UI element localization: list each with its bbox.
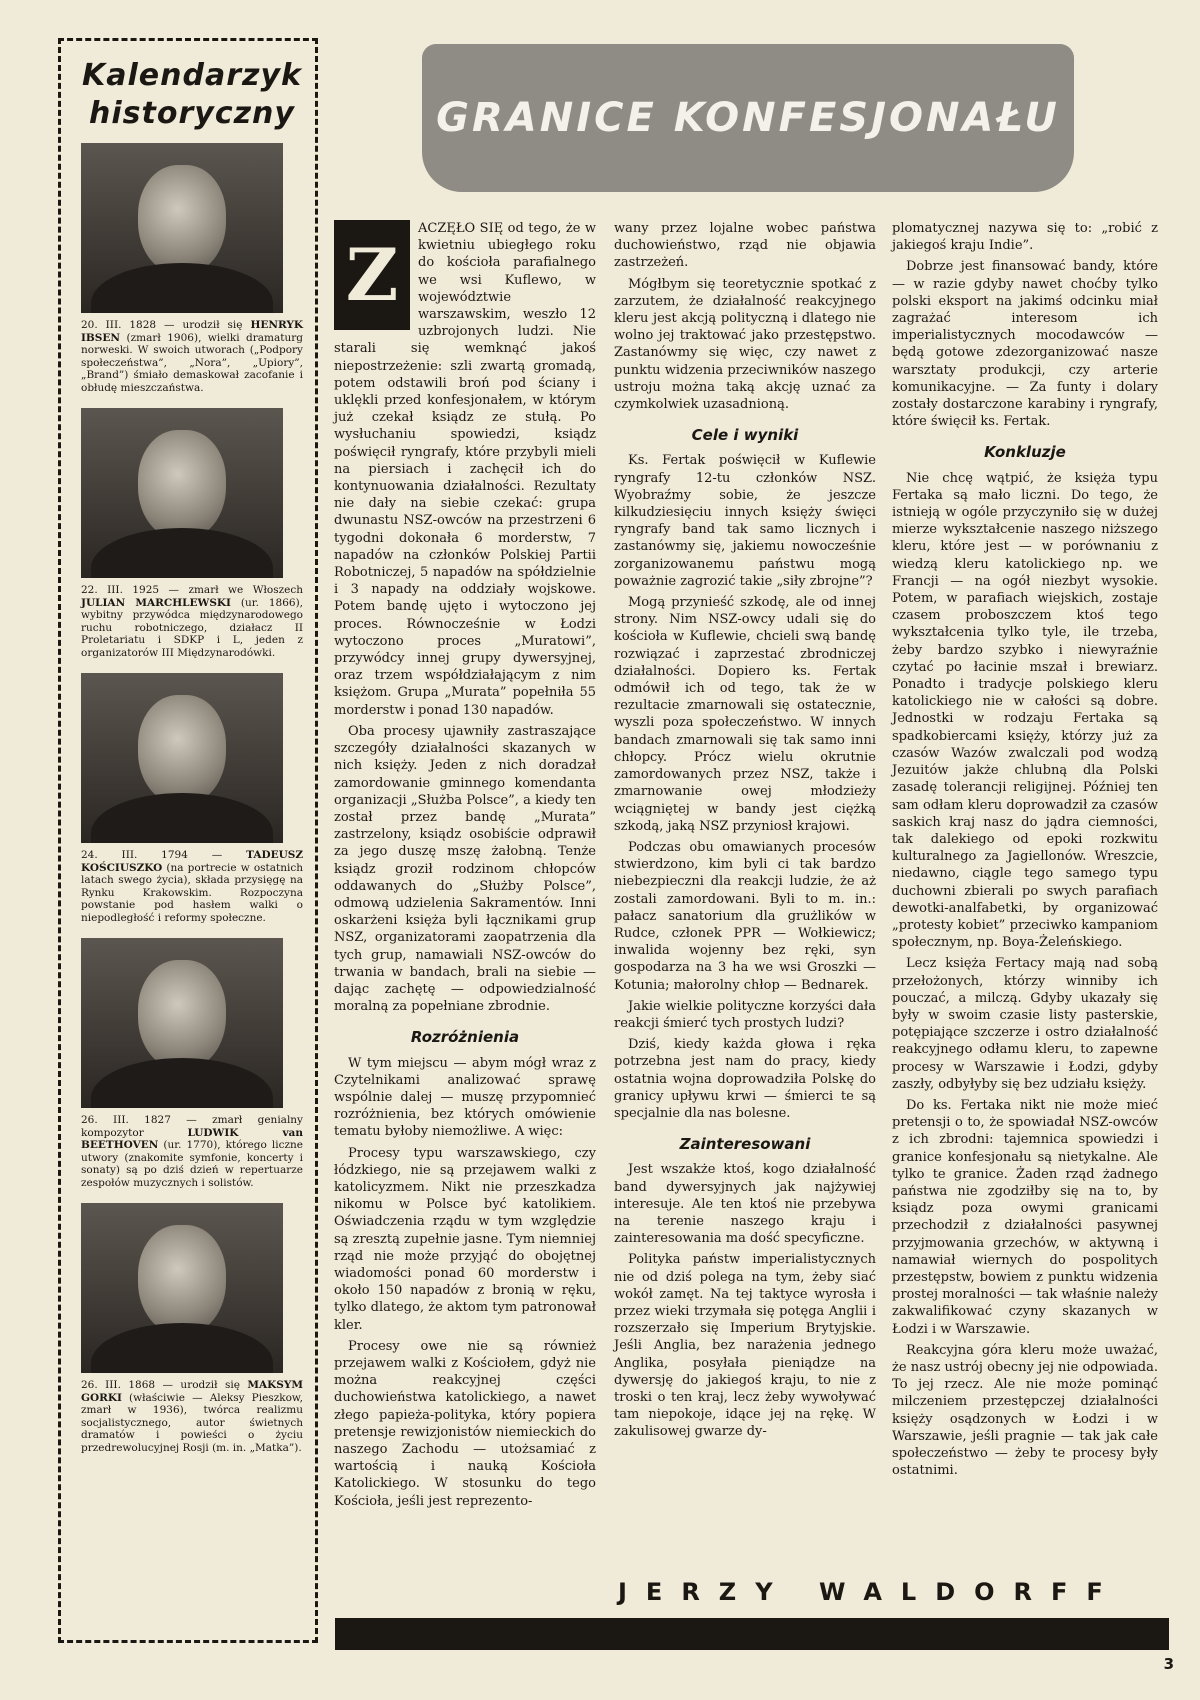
paragraph: wany przez lojalne wobec państwa duchowieństwo, rząd nie objawia zastrzeżeń.	[614, 221, 876, 271]
paragraph: W tym miejscu — abym mógł wraz z Czytelnikami analizować sprawę wspólnie dalej — muszę przypomnieć rozróżnienia, bez których omówienie tematu byłoby niemożliwe. A więc:	[334, 1055, 596, 1140]
calendar-entry: 22. III. 1925 — zmarł we Włoszech JULIAN MARCHLEWSKI (ur. 1866), wybitny przywódca międzynarodowego ruchu robotniczego, działacz II Proletariatu i SDKP i L, jeden z organizatorów III Międzynarodówki.	[81, 584, 303, 659]
subheading: Rozróżnienia	[410, 1028, 520, 1047]
sidebar-title: Kalendarzyk historyczny	[82, 58, 302, 131]
portrait-marchlewski	[81, 408, 283, 578]
article-column-2	[614, 220, 876, 1445]
subheading: Konkluzje	[984, 443, 1066, 462]
paragraph: Mogą przynieść szkodę, ale od innej strony. Nim NSZ-owcy udali się do kościoła w Kuflewie, chcieli swą bandę rozwiązać i zaprzestać zbrodniczej działalności. Dopiero ks. Fertak odmówił ich od tego, tak że w rezultacie zmarnowali się ostatecznie, wyszli poza społeczeństwo. W innych bandach zmarnowali się tak samo inni chłopcy. Prócz wielu okrutnie zamordowanych przez NSZ, także i zmarnowanie owej młodzieży wciągniętej w bandy jest ciężką szkodą, jaką NSZ przyniosł krajowi.	[614, 595, 876, 834]
paragraph: Podczas obu omawianych procesów stwierdzono, kim byli ci tak bardzo niebezpieczni dla reakcji ludzie, że aż zostali zamordowani. Byli to m. in.: pałacz sanatorium dla grużlików w Rudce, członek PPR — Wołkiewicz; inwalida wojenny bez ręki, syn gospodarza na 3 ha we wsi Groszki — Kotunia; małorolny chłop — Bednarek.	[614, 839, 876, 993]
subheading: Zainteresowani	[679, 1135, 811, 1154]
calendar-entry: 26. III. 1868 — urodził się MAKSYM GORKI (właściwie — Aleksy Pieszkow, zmarł w 1936), twórca realizmu socjalistycznego, autor świetnych dramatów i powieści o życiu przedrewolucyjnej Rosji (m. in. „Matka”).	[81, 1379, 303, 1454]
paragraph: Procesy owe nie są również przejawem walki z Kościołem, gdyż nie można reakcyjnej części duchowieństwa katolickiego, a nawet złego papieża-polityka, który popiera pretensje rewizjonistów niemieckich do naszego Zachodu — utożsamiać z wartością i nauką Kościoła Katolickiego. W stosunku do tego Kościoła, jeśli jest reprezento-	[334, 1338, 596, 1509]
portrait-kosciuszko	[81, 673, 283, 843]
drop-cap: Z	[334, 220, 410, 330]
article-column-3	[892, 220, 1158, 1483]
portrait-beethoven	[81, 938, 283, 1108]
paragraph: Jakie wielkie polityczne korzyści dała reakcji śmierć tych prostych ludzi?	[614, 998, 876, 1031]
paragraph: plomatycznej nazywa się to: „robić z jakiegoś kraju Indie”.	[892, 221, 1158, 254]
article-column-1	[334, 220, 596, 1514]
article-title-banner	[422, 44, 1074, 192]
paragraph: Lecz księża Fertacy mają nad sobą przełożonych, którzy winniby ich pouczać, a milczą. Gdyby ukazały się były w swoim czasie listy pasterskie, potępiające szczerze i ostro działalność reakcyjnego odłamu kleru, to zapewne procesy w Warszawie i Łodzi, gdyby zaszły, odbyłyby się bez udziału księży.	[892, 956, 1158, 1092]
paragraph: Dobrze jest finansować bandy, które — w razie gdyby nawet choćby tylko polski eksport na jakimś odcinku miał zagrażać interesom ich imperialistycznych mocodawców — będą gotowe zdezorganizować nasze warsztaty produkcji, czy arterie komunikacyjne. — Za funty i dolary zostały dostarczone karabiny i ryngrafy, które święcił ks. Fertak.	[892, 259, 1158, 430]
page-number: 3	[1163, 1655, 1174, 1673]
portrait-gorki	[81, 1203, 283, 1373]
paragraph: Oba procesy ujawniły zastraszające szczegóły działalności skazanych w nich księży. Jeden z nich doradzał zamordowanie gminnego komendanta organizacji „Służba Polsce”, a kiedy ten został przez bandę „Murata” zastrzelony, ksiądz osobiście odprawił za jego duszę mszę żałobną. Tenże ksiądz groził rodzinom chłopców oddawanych do „Służby Polsce”, odmową udzielenia Sakramentów. Inni oskarżeni księża byli łącznikami grup NSZ, organizatorami zaopatrzenia dla tych grup, namawiali NSZ-owców do trwania w bandach, brali na siebie — dając zachętę — odpowiedzialność moralną za popełniane zbrodnie.	[334, 723, 596, 1015]
paragraph: Mógłbym się teoretycznie spotkać z zarzutem, że działalność reakcyjnego kleru jest akcją polityczną i dlatego nie wolno jej traktować jako przestępstwo. Zastanówmy się więc, czy nawet z punktu widzenia przeciwników naszego ustroju można taką akcję uznać za czymkolwiek uzasadnioną.	[614, 276, 876, 413]
paragraph: ACZĘŁO SIĘ od tego, że w kwietniu ubiegłego roku do kościoła parafialnego we wsi Kuflewo, w województwie warszawskim, weszło 12 uzbrojonych ludzi. Nie starali się wemknąć jakoś niepostrzeżenie: szli zwartą gromadą, potem odstawili broń pod ściany i uklękli przed konfesjonałem, w którym już czekał ksiądz ze stułą. Po wysłuchaniu spowiedzi, ksiądz poświęcił ryngrafy, które przybyli mieli na piersiach i zachęcił ich do kontynuowania działalności. Rezultaty nie dały na siebie czekać: grupa dwunastu NSZ-owców na przestrzeni 6 tygodni dokonała 6 morderstw, 7 napadów na członków Polskiej Partii Robotniczej, 5 napadów na spółdzielnie i 3 napady na oddziały wojskowe. Potem bandę ujęto i wytoczono jej proces. Równocześnie w Łodzi wytoczono proces „Muratowi”, przywódcy innej grupy dywersyjnej, oraz trzem współdziałającym z nim księżom. Grupa „Murata” popełniła 55 morderstw i ponad 130 napadów.	[334, 221, 596, 718]
article-author: JERZY WALDORFF	[618, 1578, 1122, 1606]
paragraph: Polityka państw imperialistycznych nie od dziś polega na tym, żeby siać wokół zamęt. Na tej taktyce wyrosła i przez wieki trzymała się potęga Anglii i rozszerzało się Imperium Brytyjskie. Jeśli Anglia, bez narażenia jednego Anglika, posyłała pieniądze na dywersję do jakiegoś kraju, to nie z troski o ten kraj, lecz żeby wywoływać tam niepokoje, idące jej na rękę. W zakulisowej gwarze dy-	[614, 1252, 876, 1440]
paragraph: Ks. Fertak poświęcił w Kuflewie ryngrafy 12-tu członków NSZ. Wyobraźmy sobie, że jeszcze kilkudziesięciu innych księży święci ryngrafy band tak samo licznych i zastanówmy się, jakiemu nowocześnie zorganizowanemu państwu mogą poważnie zagrozić takie „siły zbrojne”?	[614, 453, 876, 589]
paragraph: Reakcyjna góra kleru może uważać, że nasz ustrój obecny jej nie odpowiada. To jej rzecz. Ale nie może pominąć milczeniem przestępczej działalności księży osądzonych w Łodzi i w Warszawie, jeśli pragnie — tak jak całe społeczeństwo — żeby te procesy były ostatnimi.	[892, 1342, 1158, 1479]
paragraph: Dziś, kiedy każda głowa i ręka potrzebna jest nam do pracy, kiedy ostatnia wojna doprowadziła Polskę do granicy upływu krwi — śmierci te są specjalnie dla nas bolesne.	[614, 1037, 876, 1121]
calendar-entry: 20. III. 1828 — urodził się HENRYK IBSEN (zmarł 1906), wielki dramaturg norweski. W swoich utworach („Podpory społeczeństwa”, „Nora”, „Upiory”, „Brand”) śmiało demaskował zacofanie i obłudę mieszczaństwa.	[81, 319, 303, 394]
calendar-entry: 24. III. 1794 — TADEUSZ KOŚCIUSZKO (na portrecie w ostatnich latach swego życia), składa przysięgę na Rynku Krakowskim. Rozpoczyna powstanie pod hasłem walki o niepodległość i reformy społeczne.	[81, 849, 303, 924]
bottom-bar	[335, 1618, 1169, 1650]
calendar-entry: 26. III. 1827 — zmarł genialny kompozytor LUDWIK van BEETHOVEN (ur. 1770), którego liczne utwory (znakomite symfonie, koncerty i sonaty) są po dziś dzień w repertuarze zespołów muzycznych i solistów.	[81, 1114, 303, 1189]
paragraph: Do ks. Fertaka nikt nie może mieć pretensji o to, że spowiadał NSZ-owców z ich zbrodni: tajemnica spowiedzi i granice konfesjonału są nietykalne. Ale tylko te granice. Żaden rząd żadnego państwa nie zgodziłby się na to, by ksiądz poza owymi granicami przechodził z działalności pasywnej przyjmowania grzechów, w aktywną i namawiał wiernych do pospolitych przestępstw, bowiem z punktu widzenia prostej moralności — tak właśnie należy zakwalifikować czyny skazanych w Łodzi i w Warszawie.	[892, 1097, 1158, 1337]
paragraph: Jest wszakże ktoś, kogo działalność band dywersyjnych jak najżywiej interesuje. Ale ten ktoś nie przebywa na terenie naszego kraju i zainteresowania ma dość specyficzne.	[614, 1162, 876, 1247]
article-title: GRANICE KONFESJONAŁU	[436, 95, 1060, 141]
subheading: Cele i wyniki	[691, 426, 799, 445]
historical-calendar-sidebar	[58, 38, 318, 1643]
paragraph: Nie chcę wątpić, że księża typu Fertaka są mało liczni. Do tego, że istnieją w ogóle przyczyniło się w dużej mierze wykształcenie naszego niższego kleru, które jest — w porównaniu z wiedzą kleru katolickiego np. we Francji — na ogół niezbyt wysokie. Potem, w parafiach wiejskich, zostaje czasem proboszczem ktoś tego wykształcenia tylko tyle, ile trzeba, żeby bardzo szybko i niewyraźnie czytać po łacinie mszał i brewiarz. Ponadto i tradycje polskiego kleru katolickiego nie w całości są dobre. Jednostki w rodzaju Fertaka są spadkobiercami księży, którzy już za czasów Wazów zwalczali pod wodzą Jezuitów jakże chlubną dla Polski zasadę tolerancji religijnej. Później ten sam odłam kleru doprowadził za czasów saskich kraj nasz do jądra ciemności, tak dalekiego od epoki rozkwitu kulturalnego za Jagiellonów. Wreszcie, niedawno, ciągle tego samego typu duchowni zbierali po swych parafiach dewotki-analfabetki, by organizować „protesty kobiet” przeciwko kampaniom społecznym, np. Boya-Żeleńskiego.	[892, 470, 1158, 951]
paragraph: Procesy typu warszawskiego, czy łódzkiego, nie są przejawem walki z katolicyzmem. Nikt nie przeszkadza nikomu w Polsce być katolikiem. Oświadczenia rządu w tym względzie są zresztą zupełnie jasne. Tym niemniej rząd nie może przyjąć do obojętnej wiadomości ponad 60 morderstw i około 150 napadów z bronią w ręku, tylko dlatego, że aktom tym patronował kler.	[334, 1145, 596, 1333]
portrait-ibsen	[81, 143, 283, 313]
